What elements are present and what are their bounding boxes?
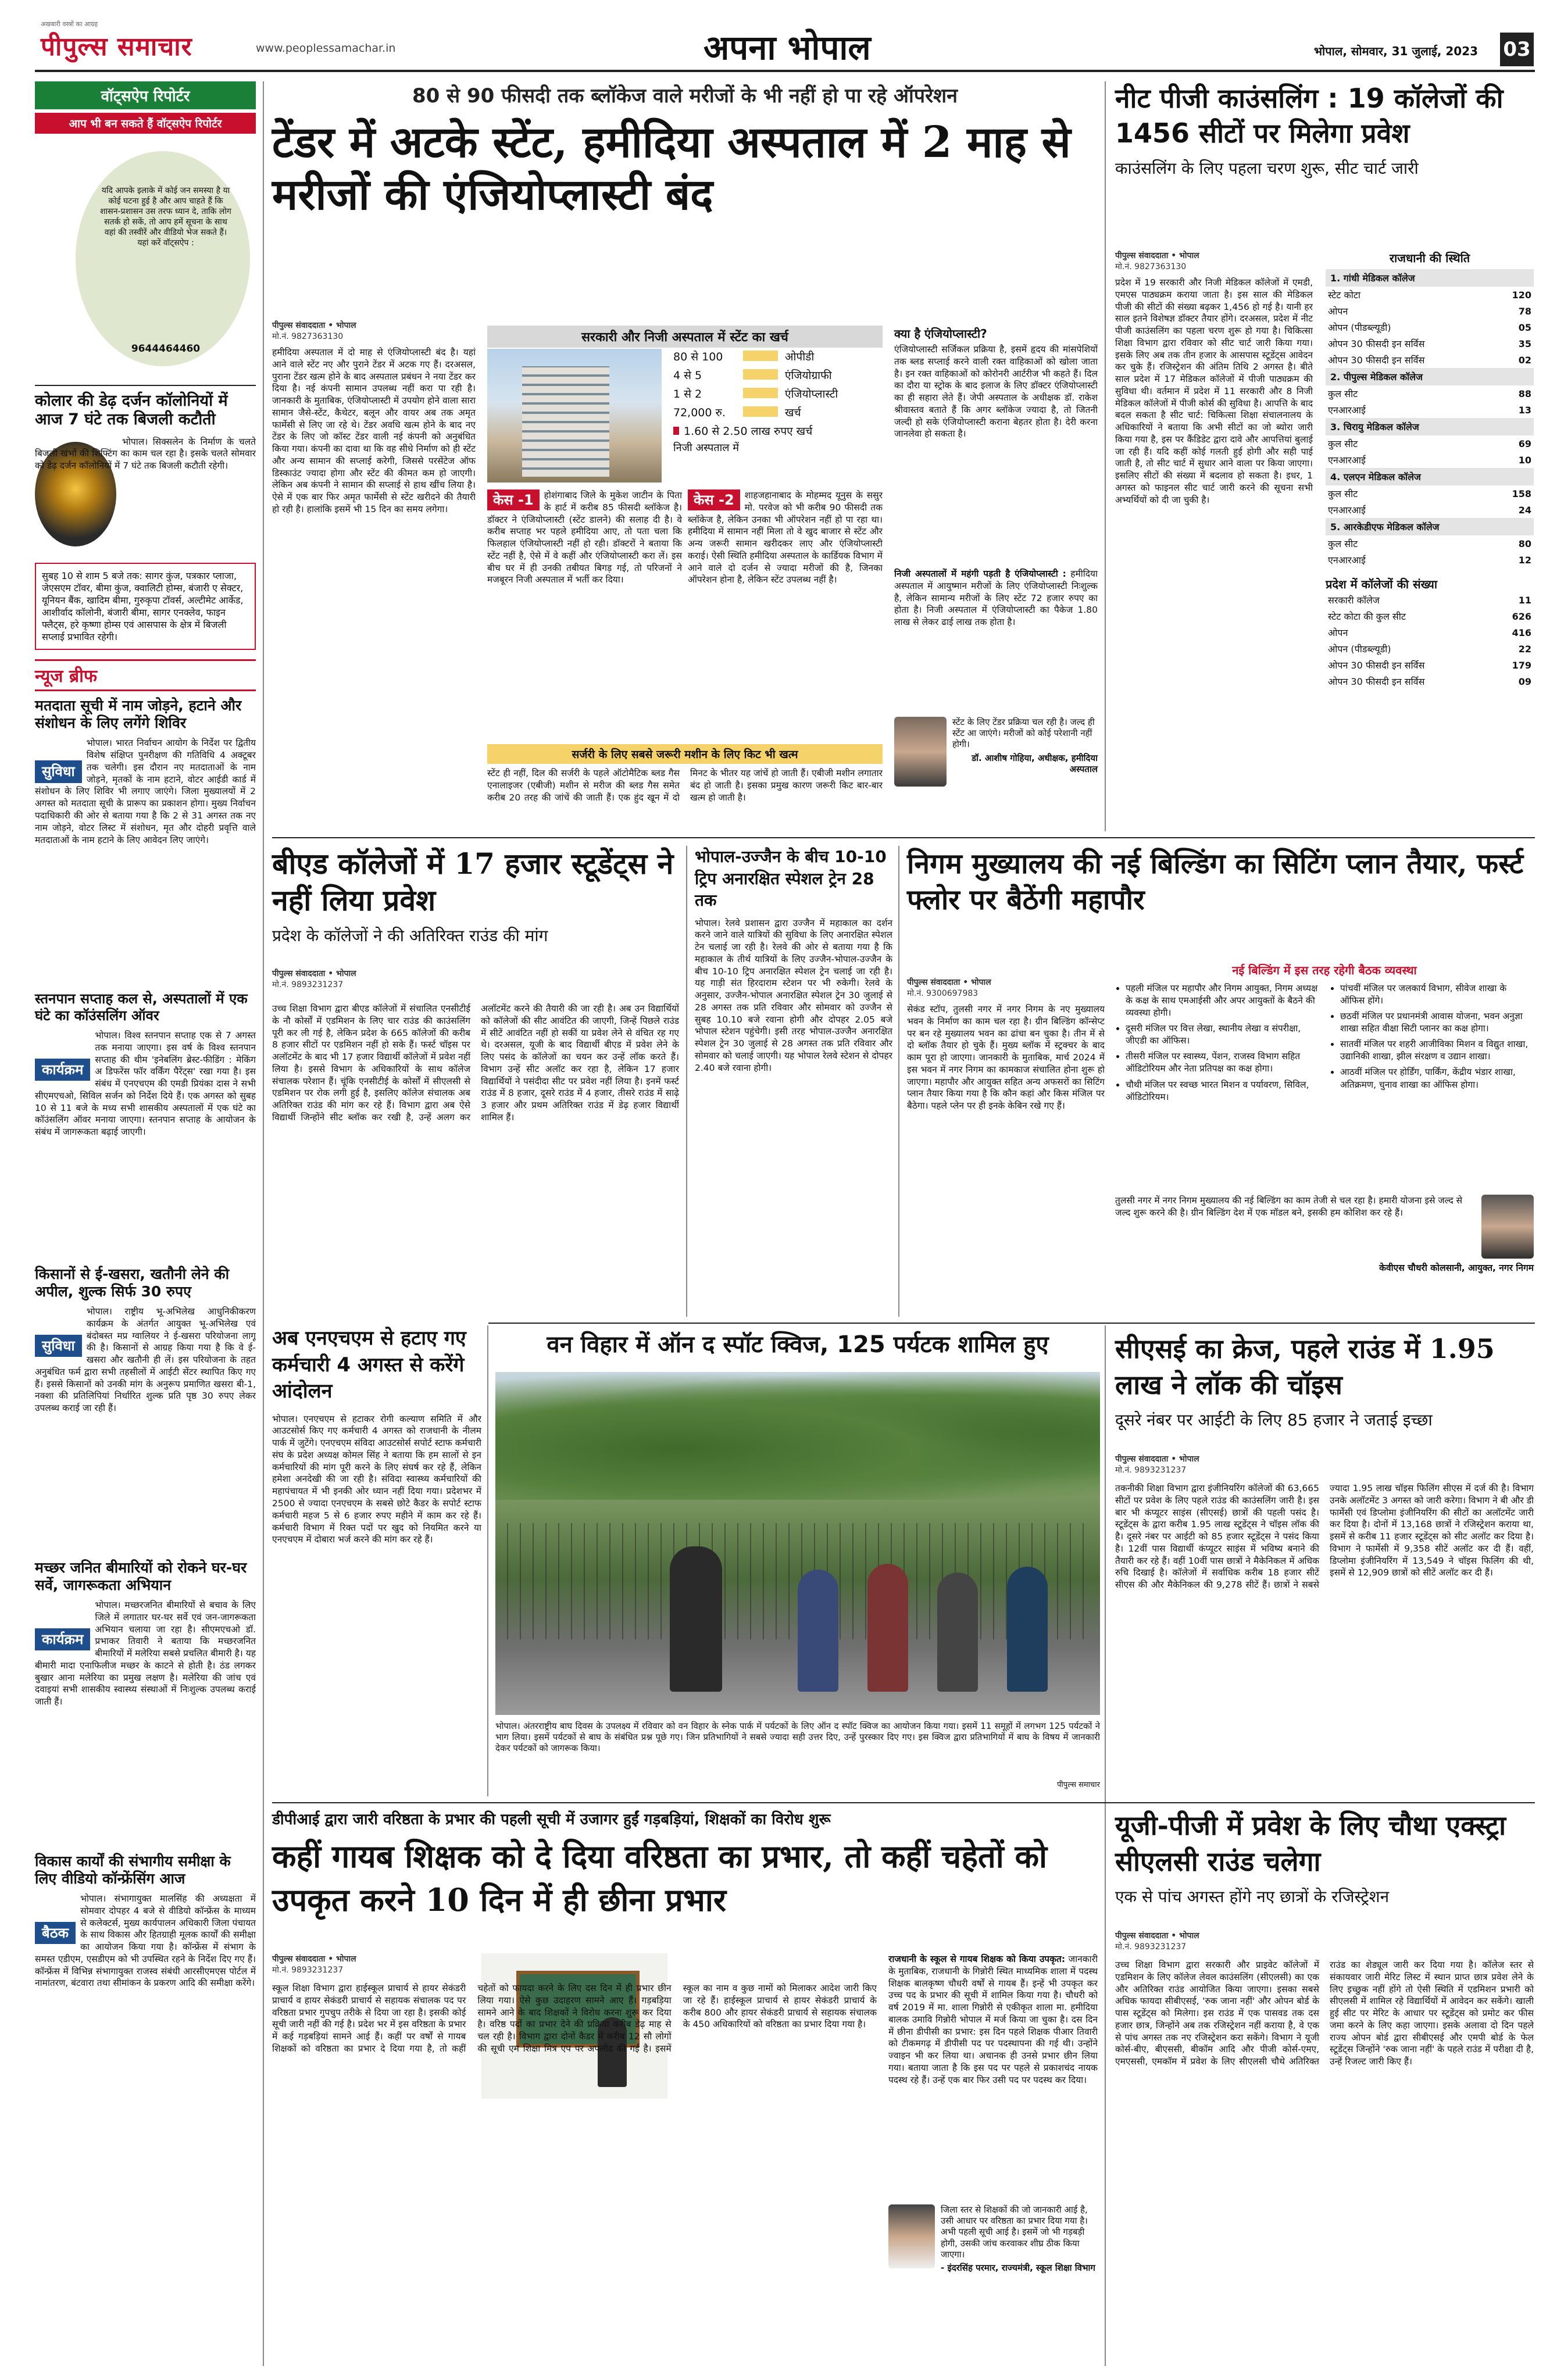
floor-item: • चौथी मंजिल पर स्वच्छ भारत मिशन व पर्यावरण, सिविल, ऑडिटोरियम। <box>1126 1079 1319 1103</box>
floor-item: • छठवीं मंजिल पर प्रधानमंत्री आवास योजना, भवन अनुज्ञा शाखा सहित वीक्षा सिटी प्लानर का कक्ष होगा। <box>1340 1010 1534 1035</box>
stent-graphic <box>487 326 883 585</box>
shikshak-kicker: डीपीआई द्वारा जारी वरिष्ठता के प्रभार की पहली सूची में उजागर हुईं गड़बड़ियां, शिक्षकों का विरोध शुरू <box>272 1811 831 1828</box>
nigam-byline: पीपुल्स संवाददाता • भोपाल <box>907 978 991 987</box>
shikshak-byline-wrap <box>272 1953 470 1975</box>
row-label: ओपन 30 फीसदी इन सर्विस <box>1328 338 1425 349</box>
column-rule <box>1105 81 1106 831</box>
brief-item <box>35 697 256 981</box>
nigam-story <box>907 846 1534 1317</box>
visitor-figure <box>867 1564 908 1692</box>
row-label: ओपन 30 फीसदी इन सर्विस <box>1328 660 1425 671</box>
stat-row <box>673 386 883 401</box>
stat-value: 72,000 रु. <box>673 406 726 419</box>
floor-item: • पांचवीं मंजिल पर जलकार्य विभाग, सीवेज शाखा के ऑफिस होंगे। <box>1340 982 1534 1007</box>
nigam-box <box>1115 962 1534 1107</box>
cse-headline: सीएसई का क्रेज, पहले राउंड में 1.95 लाख ने लॉक की चॉइस <box>1115 1333 1495 1400</box>
stat-value: 1 से 2 <box>673 388 702 401</box>
nigam-quote-text: तुलसी नगर में नगर निगम मुख्यालय की नई बिल्डिंग का काम तेजी से चल रहा है। हमारी योजना इसे जल्द से जल्द शुरू करने की है। ग्रीन बिल्डिंग देश में एक मॉडल बने, इसकी हम कोशिश कर रहे हैं। <box>1115 1195 1463 1218</box>
stat-bar <box>743 388 778 398</box>
state-table <box>1326 592 1534 689</box>
train-body: भोपाल। रेलवे प्रशासन द्वारा उज्जैन में महाकाल का दर्शन करने जाने वाले यात्रियों की सुविधा के लिए अनारक्षित स्पेशल टेन चलाई जा रही है। रेलवे की ओर से बताया गया है कि महाकाल के तीर्थ यात्रियों के लिए उज्जैन-भोपाल-उज्जैन के बीच 10-10 ट्रिप अनारक्षित स्पेशल ट्रेन चलाई जा रही है। यह गाड़ी संत हिरदाराम स्टेशन पर भी रुकेगी। रेलवे के अनुसार, उज्जैन-भोपाल अनारक्षित स्पेशल ट्रेन 30 जुलाई से 28 अगस्त तक प्रति रविवार और सोमवार को उज्जैन से सुबह 10.10 बजे रवाना होगी और दोपहर 2.05 बजे भोपाल स्टेशन पहुंचेगी। इसी तरह भोपाल-उज्जैन अनारक्षित स्पेशल ट्रेन 30 जुलाई से 28 अगस्त तक प्रति रविवार और सोमवार को चलाई जाएगी। यह भोपाल रेलवे स्टेशन से दोपहर 2.40 बजे रवाना होगी। <box>695 917 892 1073</box>
ugpg-body: उच्च शिक्षा विभाग द्वारा सरकारी और प्राइवेट कॉलेजों में एडमिशन के लिए कॉलेज लेवल काउंसलिंग (सीएलसी) का एक और अतिरिक्त राउंड आयोजित किया जाएगा। इसका सबसे अधिक फायदा सीबीएसई, 'रुक जाना नहीं' और ओपन बोर्ड के पास स्टूडेंट्स को मिलेगा। इस राउंड में एक पासवड तक दस हजार छात्र, जिन्होंने अब तक रजिस्ट्रेशन नहीं कराया है, वे एक से पांच अगस्त तक नए रजिस्ट्रेशन करा सकेंगे। विभाग ने यूजी कोर्स-बीए, बीएससी, बीकॉम आदि और पीजी कोर्स-एमए, एमएससी, एमकॉम में प्रवेश के लिए सीएलसी चौथे अतिरिक्त राउंड का शेड्यूल जारी कर दिया गया है। कॉलेज स्तर से संकायवार जारी मेरिट लिस्ट में स्थान प्राप्त छात्र प्रवेश लेने के लिए इच्छुक नहीं होंगे तो ऐसी स्थिति में एडमिशन प्रभारी को सीएलसी में शामिल रहे विद्यार्थियों में आवेदन कर सकेंगे। खाली हुई सीट पर मेरिट के आधार पर स्टूडेंट्स को प्रमोट कर फीस जमा करने के लिए कहा जाएगा। इसके अलावा दो दिन पहले राज्य ओपन बोर्ड द्वारा सीबीएसई और एमपी बोर्ड के फेल स्टूडेंट्स जिन्होंने 'रुक जाना नहीं' के पहले राउंड में परीक्षा दी है, उन्हें रिजल्ट जारी किए हैं। <box>1115 1960 1534 2067</box>
commissioner-photo <box>1481 1195 1534 1259</box>
college-row <box>1326 552 1534 568</box>
stat-bar <box>743 406 778 417</box>
row-value: 13 <box>1518 404 1531 416</box>
lead-kicker: 80 से 90 फीसदी तक ब्लॉकेज वाले मरीजों के भी नहीं हो पा रहे ऑपरेशन <box>412 84 958 108</box>
column-rule <box>686 846 687 1317</box>
quote-text: स्टेंट के लिए टेंडर प्रक्रिया चल रही है। जल्द ही स्टेंट आ जाएंगे। मरीजों को कोई परेशानी नहीं होगी। <box>952 717 1095 750</box>
stat-label: ओपीडी <box>785 351 815 363</box>
college-name: 2. पीपुल्स मेडिकल कॉलेज <box>1326 368 1534 385</box>
brief-tag: सुविधा <box>35 1335 82 1357</box>
brief-tag: कार्यक्रम <box>35 1059 90 1081</box>
machine-body: स्टेंट ही नहीं, दिल की सर्जरी के पहले ऑटोमैटिक ब्लड गैस एनालाइजर (एबीजी) मशीन से मरीज की ब्लड गैस समेत करीब 20 तरह की जांचें की जाती हैं। एक हुंद खून में दो मिनट के भीतर यह जांचें हो जाती हैं। एबीजी मशीन लगातार बंद हो जाती है। इसका प्रमुख कारण जरूरी किट बार-बार खत्म हो जाती है। <box>487 768 883 803</box>
divider <box>35 385 256 386</box>
college-row <box>1326 485 1534 502</box>
minister-photo <box>888 2204 935 2268</box>
lead-byline: पीपुल्स संवाददाता • भोपाल <box>272 321 356 330</box>
row-value: 88 <box>1518 388 1531 399</box>
section-rule <box>488 1323 1535 1324</box>
capital-table <box>1326 250 1534 689</box>
ugpg-sub: एक से पांच अगस्त होंगे नए छात्रों के रजिस्ट्रेशन <box>1115 1887 1390 1907</box>
nigam-quote-by: केवीएस चौधरी कोलसानी, आयुक्त, नगर निगम <box>1379 1263 1534 1273</box>
row-value: 416 <box>1512 627 1531 638</box>
college-table <box>1326 287 1534 368</box>
shikshak-byline: पीपुल्स संवाददाता • भोपाल <box>272 1954 356 1964</box>
nigam-quote-row <box>1115 1195 1534 1259</box>
college-table <box>1326 435 1534 468</box>
capital-title: राजधानी की स्थिति <box>1389 251 1470 265</box>
bed-sub: प्रदेश के कॉलेजों ने की अतिरिक्त राउंड की मांग <box>272 926 548 945</box>
college-table <box>1326 485 1534 518</box>
lead-col4 <box>894 326 1098 787</box>
case-2-body <box>688 489 883 632</box>
train-headline: भोपाल-उज्जैन के बीच 10-10 ट्रिप अनारक्षित स्पेशल ट्रेन 28 तक <box>695 847 887 910</box>
college-name: 5. आरकेडीएफ मेडिकल कॉलेज <box>1326 518 1534 535</box>
brief-headline: मच्छर जनित बीमारियों को रोकने घर-घर सर्वे, जागरूकता अभियान <box>35 1559 247 1593</box>
colonies-body: भोपाल। सिक्सलेन के निर्माण के चलते बिजली खंभों की शिफ्टिंग का काम चल रहा है। इसके चलते सोमवार को डेढ़ दर्जन कॉलोनियों में 7 घंटे तक बिजली कटौती रहेगी। <box>35 436 256 471</box>
case-1 <box>487 489 682 632</box>
lead-headline: टेंडर में अटके स्टेंट, हमीदिया अस्पताल में 2 माह से मरीजों की एंजियोप्लास्टी बंद <box>272 117 1071 220</box>
nigam-lists <box>1115 982 1534 1107</box>
row-label: कुल सीट <box>1328 438 1358 449</box>
row-value: 02 <box>1518 354 1531 366</box>
row-label: कुल सीट <box>1328 488 1358 499</box>
row-label: ओपन <box>1328 306 1348 317</box>
shikshak-sub-body: जानकारी के मुताबिक, राजधानी के गिन्नोरी स्थित माध्यमिक शाला में पदस्थ शिक्षक बालकृष्ण चौधरी वर्षों से गायब हैं। इन्हें भी उपकृत कर उच्च पद के प्रभार की सूची में शामिल किया गया है। चौधरी को वर्ष 2019 में मा. शाला गिन्नोरी से एकीकृत शाला मा. हमीदिया बालक उमावि गिन्नोरी भोपाल में मर्ज किया जा चुका है। दस दिन में छीना डीपीसी का प्रभार: इस दिन पहले शिक्षक पीआर तिवारी को टीकमगढ़ में डीपीसी पद पर पदस्थापना की गई थी। उन्होंने ज्वाइन भी कर लिया था। अचानक ही उनसे प्रभार छीन लिया गया। बताया जाता है कि इस पद पर पहले से प्रकाशचंद नायक पदस्थ रहे हैं। उन्हें एक बार फिर उसी पद पर पदस्थ कर दिया। <box>888 1954 1098 2085</box>
guide-figure <box>670 1546 722 1692</box>
section-title <box>703 23 871 69</box>
brief-tag: सुविधा <box>35 760 82 782</box>
hospital-photo <box>487 349 662 483</box>
neet-sub: काउंसलिंग के लिए पहला चरण शुरू, सीट चार्ट जारी <box>1115 158 1419 178</box>
private-label: निजी अस्पताल में <box>673 442 739 454</box>
stat-bar <box>743 351 778 361</box>
row-label: एनआरआई <box>1328 505 1366 516</box>
nigam-quote <box>1115 1195 1534 1274</box>
state-title: प्रदेश में कॉलेजों की संख्या <box>1326 577 1438 591</box>
college-row <box>1326 319 1534 335</box>
ugpg-story <box>1115 1808 1534 2366</box>
stat-value: 4 से 5 <box>673 369 702 382</box>
case-2-tag: केस -2 <box>688 489 740 510</box>
state-row <box>1326 608 1534 624</box>
stat-label: खर्च <box>785 406 801 419</box>
row-label: स्टेट कोटा की कुल सीट <box>1328 611 1406 622</box>
row-label: ओपन <box>1328 627 1348 638</box>
quote-by: डॉ. आशीष गोहिया, अधीक्षक, हमीदिया अस्पताल <box>972 752 1098 774</box>
lead-body: हमीदिया अस्पताल में दो माह से एंजियोप्लास्टी बंद है। यहां आने वाले स्टेंट नए और पुराने टेंडर में अटक गए हैं। दरअसल, पुराना टेंडर खत्म होने के बाद अस्पताल प्रबंधन ने नया टेंडर कर दिया है। नई कंपनी सामान उपलब्ध नहीं करा पा रही है। जानकारी के मुताबिक, एंजियोप्लास्टी में उपयोग होने वाला सारा सामान जैसे-स्टेंट, कैथेटर, बलून और वायर अब तक अमृत फार्मेसी से लिए जा रहे थे। टेंडर अवधि खत्म होने के बाद नए टेंडर के लिए जो कॉस्ट टेंडर वाली नई कंपनी को अनुबंधित किया गया। कंपनी का दावा था कि वह सीधे निर्माण को ही स्टेंट और अन्य सामान की सप्लाई करेगी, जिससे परसेंटेज ऑफ डिस्काउंट ज्यादा होगा और स्टेंट की कीमत कम हो जाएगी। लेकिन अब कंपनी ने सामान की सप्लाई से हाथ खींच लिया है। ऐसे में एक बार फिर अमृत फार्मेसी से स्टेंट खरीदने की तैयारी हो रही है। हालांकि इसमें भी 15 दिन का समय लगेगा। <box>272 347 476 514</box>
nigam-list-left <box>1115 982 1319 1107</box>
lead-story <box>272 81 1098 831</box>
shikshak-quote <box>888 2204 1098 2274</box>
brief-text: भोपाल। भारत निर्वाचन आयोग के निर्देश पर द्वितीय विशेष संक्षिप्त पुनरीक्षण की गतिविधि 4 अक्टूबर तक चलेगी। इस दौरान नए मतदाताओं के नाम जोड़ने, मृतकों के नाम हटाने, वोटर आईडी कार्ड में संशोधन के लिए शिविर भी लगाए जाएंगे। जिला मुख्यालयों में 2 अगस्त को मतदाता सूची के प्रारूप का प्रकाशन होगा। मुख्य निर्वाचन पदाधिकारी की ओर से बताया गया है कि 2 से 31 अगस्त तक नए नाम जोड़ने, वोटर लिस्ट में संशोधन, मृत और दोहरी प्रवृत्ति वाले मतदाताओं के नाम हटाने के लिए आवेदन लिए जाएंगे। <box>35 738 256 845</box>
visitor-figure <box>937 1573 978 1692</box>
column-rule <box>898 846 899 1317</box>
row-label: एनआरआई <box>1328 405 1366 416</box>
college-row <box>1326 502 1534 518</box>
row-label: सरकारी कॉलेज <box>1328 595 1380 606</box>
brief-headline: विकास कार्यों की संभागीय समीक्षा के लिए वीडियो कॉन्फ्रेंसिंग आज <box>35 1853 231 1887</box>
quiz-photo <box>495 1372 1100 1715</box>
what-title: क्या है एंजियोप्लास्टी? <box>894 327 987 341</box>
row-label: ओपन 30 फीसदी इन सर्विस <box>1328 355 1425 366</box>
visitor-figure <box>798 1570 838 1692</box>
cse-body: तकनीकी शिक्षा विभाग द्वारा इंजीनियरिंग कॉलेजों की 63,665 सीटों पर प्रवेश के लिए पहले राउंड की काउंसलिंग जारी है। इस बार भी कंप्यूटर साइंस (सीएसई) छात्रों की पहली पसंद है। स्टूडेंट्स के द्वारा करीब 1.95 लाख स्टूडेंट्स ने चॉइस लॉक की है। दूसरे नंबर पर आईटी को 85 हजार स्टूडेंट्स ने पसंद किया है। 12वीं पास विद्यार्थी कंप्यूटर साइंस में भविष्य बनाने की तैयारी कर रहे हैं। वहीं 10वीं पास छात्रों ने मैकेनिकल में अधिक रुचि दिखाई है। कॉलेजों में सर्वाधिक करीब 18 हजार सीटें सीएस की और मैकेनिकल की 9,278 सीटें हैं। छात्रों ने सबसे ज्यादा 1.95 लाख चॉइस फिलिंग सीएस में दर्ज की है। विभाग उनके अलॉटमेंट 3 अगस्त को जारी करेगा। विभाग ने बी और डी फार्मेसी एवं डिप्लोमा इंजीनियरिंग की सीटों का अलॉटमेंट जारी कर दिया है। दोनों में 13,168 छात्रों ने रजिस्ट्रेशन कराया था, इसमें से करीब 11 हजार स्टूडेंट्स को सीट अलॉट कर दिया है। विभाग ने फार्मेसी में 9,358 सीटें अलॉट कर दी हैं। वहीं, डिप्लोमा इंजीनियरिंग में 13,549 ने चॉइस फिलिंग की थी, इसमें से 12,909 छात्रों को सीटें अलॉट कर दी हैं। <box>1115 1483 1534 1591</box>
shikshak-sub-title: राजधानी के स्कूल से गायब शिक्षक को किया उपकृत: <box>888 1954 1066 1964</box>
floor-item: • पहली मंजिल पर महापौर और निगम आयुक्त, निगम अध्यक्ष के कक्ष के साथ एमआईसी और अपर आयुक्तों के बैठने की व्यवस्था होगी। <box>1126 982 1319 1019</box>
stat-row <box>673 367 883 383</box>
college-row <box>1326 452 1534 468</box>
row-value: 12 <box>1518 554 1531 566</box>
row-value: 120 <box>1512 289 1531 301</box>
pvt-body <box>894 568 1098 707</box>
nigam-mobile: मो.नं. 9300697983 <box>907 989 979 998</box>
colonies-story <box>35 392 256 650</box>
college-row <box>1326 352 1534 368</box>
machine-bar: सर्जरी के लिए सबसे जरूरी मशीन के लिए किट भी खत्म <box>487 744 883 764</box>
row-value: 179 <box>1512 659 1531 671</box>
college-row <box>1326 335 1534 352</box>
college-row <box>1326 435 1534 452</box>
cse-sub: दूसरे नंबर पर आईटी के लिए 85 हजार ने जताई इच्छा <box>1115 1410 1433 1430</box>
brief-text: भोपाल। मच्छरजनित बीमारियों से बचाव के लिए जिले में लगातार घर-घर सर्वे एवं जन-जागरूकता अभियान चलाया जा रहा है। सीएमएचओ डॉ. प्रभाकर तिवारी ने बताया कि मच्छरजनित बीमारियों में मलेरिया सबसे प्रचलित बीमारी है। यह बीमारी मादा एनाफिलीज मच्छर के काटने से होती है। ठंड लगकर बुखार आना मलेरिया का प्रमुख लक्षण है। मलेरिया की जांच एवं दवाइयां सभी शासकीय स्वास्थ्य संस्थाओं में निःशुल्क उपलब्ध कराई जाती हैं। <box>35 1600 256 1707</box>
van-story <box>495 1331 1100 1796</box>
state-row <box>1326 641 1534 657</box>
row-value: 626 <box>1512 610 1531 622</box>
bed-story <box>272 846 679 1317</box>
brief-text: भोपाल। संभागायुक्त मालसिंह की अध्यक्षता में सोमवार दोपहर 4 बजे से वीडियो कॉन्फ्रेंस के माध्यम से कलेक्टर्स, मुख्य कार्यपालन अधिकारी जिला पंचायत के साथ विकास और हितग्राही मूलक कार्यों की समीक्षा का आयोजन किया गया है। कॉन्फ्रेंस में संभाग के समस्त एडीएम, एसडीएम को भी उपस्थित रहने के निर्देश दिए गए हैं। कॉन्फ्रेंस में विभिन्न संभागायुक्त राजस्व संबंधी आरसीएमएस पोर्टल में नामांतरण, बंटवारा तथा सीमांकन के प्रकरण आदि की समीक्षा करेंगे। <box>35 1893 256 1989</box>
shikshak-quote-by: - इंदरसिंह परमार, राज्यमंत्री, स्कूल शिक्षा विभाग <box>941 2262 1095 2273</box>
lead-mobile: मो.नं. 9827363130 <box>272 332 344 341</box>
stat-row <box>673 405 883 420</box>
state-row <box>1326 657 1534 673</box>
masthead-rule <box>35 70 1535 72</box>
college-name: 4. एलएन मेडिकल कॉलेज <box>1326 468 1534 485</box>
row-label: कुल सीट <box>1328 388 1358 399</box>
machine-box <box>487 744 883 831</box>
private-cost <box>673 423 883 438</box>
bed-body: उच्च शिक्षा विभाग द्वारा बीएड कॉलेजों में संचालित एनसीटीई के नौ कोर्सों में एडमिशन के लिए चार राउंड की काउंसलिंग पूरी कर ली गई है, लेकिन प्रदेश के 665 कॉलेजों की करीब 8 हजार सीटों पर एडमिशन नहीं हो सके हैं। फर्स्ट चॉइस पर अलॉटमेंट के बाद भी 17 हजार विद्यार्थी कॉलेजों में प्रवेश नहीं लिया है। इससे विभाग के अधिकारियों के साथ कॉलेज संचालक परेशान हैं। चूंकि एनसीटीई के कोर्सों में सीएलसी से एडमिशन पर रोक लगी हुई है, इसलिए कॉलेज संचालक अब अतिरिक्त राउंड की मांग कर रहे हैं। विभाग द्वारा अब ऐसे विद्यार्थी जिन्होंने सीट ब्लॉक कर रखी है, उन्हें अलग कर अलॉटमेंट करने की तैयारी की जा रही है। अब उन विद्यार्थियों को कॉलेजों की सीट आवंटित की जाएगी, जिन्हें पिछले राउंड में सीटें आवंटित नहीं हो सकीं या प्रवेश लेने से वंचित रह गए थे। दरअसल, यूजी के बाद विद्यार्थी बीएड में प्रवेश लेने के लिए पसंद के कॉलेजों का चयन कर उन्हें लॉक करते हैं। विभाग उन्हें सीट अलॉट कर रहा है, लेकिन 17 हजार विद्यार्थियों ने पसंदीदा सीट पर प्रवेश नहीं लिया है। इनमें फर्स्ट राउंड में 8 हजार, दूसरे राउंड में 4 हजार, तीसरे राउंड में साढ़े 3 हजार और प्रथम अतिरिक्त राउंड में डेढ़ हजार विद्यार्थी शामिल हैं। <box>272 1003 679 1123</box>
photo-credit: पीपुल्स समाचार <box>1057 1781 1100 1789</box>
brief-tag: बैठक <box>35 1922 76 1944</box>
bed-byline: पीपुल्स संवाददाता • भोपाल <box>272 969 356 978</box>
brief-body <box>35 737 256 981</box>
brief-text: भोपाल। राष्ट्रीय भू-अभिलेख आधुनिकीकरण कार्यक्रम के अंतर्गत आयुक्त भू-अभिलेख एवं बंदोबस्त मप्र ग्वालियर ने ई-खसरा परियोजना लागू की है। किसानों से आग्रह किया गया है कि वे ई-खसरा और खतौनी ही लें। इस परियोजना के तहत अनुबंधित फर्म द्वारा सभी तहसीलों में आईटी सेंटर स्थापित किए गए हैं। इससे किसानों को उनकी मांग के अनुरूप प्रमाणित खसरा बी-1, नक्शा की प्रतिलिपियां निर्धारित शुल्क प्रति पृष्ठ 30 रुपए लेकर उपलब्ध कराई जा रही हैं। <box>35 1306 256 1414</box>
neet-headline: नीट पीजी काउंसलिंग : 19 कॉलेजों की 1456 सीटों पर मिलेगा प्रवेश <box>1115 83 1504 149</box>
shikshak-right <box>888 1953 1098 2274</box>
shikshak-quote-text: जिला स्तर से शिक्षकों की जो जानकारी आई है, उसी आधार पर वरिष्ठता का प्रभार दिया गया है। अभी पहली सूची आई है। इसमें जो भी गड़बड़ी होगी, उसकी जांच करवाकर शीघ्र ठीक किया जाएगा। <box>941 2204 1088 2260</box>
van-headline: वन विहार में ऑन द स्पॉट क्विज, 125 पर्यटक शामिल हुए <box>547 1331 1049 1358</box>
case-2 <box>688 489 883 632</box>
brief-item <box>35 1559 256 1843</box>
building-shape <box>522 366 609 477</box>
whatsapp-text: यदि आपके इलाके में कोई जन समस्या है या कोई घटना हुई है और आप चाहते हैं कि शासन-प्रशासन उस तरफ ध्यान दे, ताकि लोग सतर्क हो सकें, तो आप हमें सूचना के साथ वहां की तस्वीरें और वीडियो भेज सकते हैं। यहां करें वॉट्सऐप : <box>100 186 231 248</box>
cse-byline-wrap <box>1115 1453 1313 1475</box>
nhm-body: भोपाल। एनएचएम से हटाकर रोगी कल्याण समिति में और आउटसोर्स किए गए कर्मचारी 4 अगस्त को राजधानी के नीलम पार्क में जुटेंगे। एनएचएम संविदा आउटसोर्स सपोर्ट स्टाफ कर्मचारी संघ के प्रदेश अध्यक्ष कोमल सिंह ने बताया कि हम सालों से इन कर्मचारियों की मांग पूरी करने के लिए संघर्ष कर रहे हैं, लेकिन हमेशा अनदेखी की जा रही है। संविदा स्वास्थ्य कर्मचारियों की महापंचायत में भी इनकी ओर ध्यान नहीं दिया गया। प्रदेशभर में 2500 से ज्यादा एनएचएम के सबसे छोटे कैडर के सपोर्ट स्टाफ कर्मचारी महज 5 से 6 हजार रुपए महीने में काम कर रहे हैं। कर्मचारी विभाग में रिक्त पदों पर खुद को नियमित करने या एनएचएम में दोबारा भर्ज करने की मांग कर रहे हैं। <box>272 1413 481 1545</box>
row-label: एनआरआई <box>1328 455 1366 466</box>
college-list <box>1326 269 1534 568</box>
floor-item: • सातवीं मंजिल पर शहरी आजीविका मिशन व विद्युत शाखा, उद्यानिकी शाखा, झील संरक्षण व उद्यान शाखा। <box>1340 1038 1534 1063</box>
shikshak-body: स्कूल शिक्षा विभाग द्वारा हाईस्कूल प्राचार्य से हायर सेकंडरी प्राचार्य व हायर सेकंडरी प्राचार्य से सहायक संचालक पद पर वरिष्ठता प्रभार गुपचुप तरीके से दिया जा रहा है। इसकी कोई सूची जारी नहीं की गई है। प्रदेश भर में इस वरिष्ठता के प्रभार में कई गड़बड़ियां सामने आई हैं। कहीं पर वर्षों से गायब शिक्षकों को वरिष्ठता का प्रभार दे दिया गया है, तो कहीं चहेतों को फायदा करने के लिए दस दिन में ही प्रभार छीन लिया गया। ऐसे कुछ उदाहरण सामने आए हैं। गड़बड़िया सामने आने के बाद शिक्षकों ने विरोध करना शुरू कर दिया है। वरिष्ठ पदों का प्रभार देने की प्रक्रिया करीब डेढ़ माह से चल रही है। विभाग द्वारा दोनों कैडर में करीब 12 सौ लोगों की सूची एम शिक्षा मित्र एप पर अपलोड की गई है। इसमें स्कूल का नाम व कुछ नामों को मिलाकर आदेश जारी किए जा रहे हैं। हाईस्कूल प्राचार्य से हायर सेकंडरी प्राचार्य के करीब 800 और हायर सेकंडरी प्राचार्य से सहायक संचालक के 450 अधिकारियों को वरिष्ठता का प्रभार दिया गया है। <box>272 1983 877 2054</box>
stat-label: एंजियोग्राफी <box>785 369 832 382</box>
left-column <box>35 81 256 2149</box>
state-row <box>1326 673 1534 689</box>
whatsapp-title: वॉट्सऐप रिपोर्टर <box>35 81 256 109</box>
bed-byline-wrap <box>272 968 470 990</box>
cse-byline: पीपुल्स संवाददाता • भोपाल <box>1115 1455 1199 1464</box>
private-cost-text: 1.60 से 2.50 लाख रुपए खर्च <box>684 425 813 438</box>
lead-quote <box>894 717 1098 787</box>
neet-story <box>1115 81 1534 831</box>
lead-col1 <box>272 320 476 812</box>
neet-body-col <box>1115 250 1313 812</box>
college-name: 3. चिरायु मेडिकल कॉलेज <box>1326 418 1534 435</box>
column-rule <box>1105 1325 1106 2366</box>
news-brief <box>35 659 256 2149</box>
brief-tag: कार्यक्रम <box>35 1628 90 1650</box>
state-row <box>1326 592 1534 608</box>
column-rule <box>263 81 264 2366</box>
row-label: स्टेट कोटा <box>1328 290 1361 301</box>
brief-body <box>35 1030 256 1256</box>
trees <box>495 1372 1100 1500</box>
stat-label: एंजियोप्लास्टी <box>785 388 838 401</box>
brief-headline: किसानों से ई-खसरा, खतौनी लेने की अपील, शुल्क सिर्फ 30 रुपए <box>35 1266 230 1300</box>
page-number: 03 <box>1500 33 1534 66</box>
case-1-text: होशंगाबाद जिले के मुकेश जाटीन के पिता के हार्ट में करीब 85 फीसदी ब्लॉकेज है। डॉक्टर ने एंजियोप्लास्टी (स्टेंट डालने) की सलाह दी है। वे करीब सप्ताह भर पहले हमीदिया आए, तो पता चला कि फिलहाल एंजियोप्लास्टी नहीं हो रही। डॉक्टरों ने बताया कि स्टेंट नहीं है, ऐसे में वे कहीं और एंजियोप्लास्टी करा लें। इस बीच घर में ही उनकी तबीयत बिगड़ गई, तो परिजनों ने मजबूरन निजी अस्पताल में भर्ती कर दिया। <box>487 490 682 585</box>
shikshak-story <box>272 1808 1098 2366</box>
college-row <box>1326 303 1534 319</box>
row-value: 35 <box>1518 338 1531 349</box>
brief-body <box>35 1599 256 1843</box>
stat-row <box>673 349 883 364</box>
stat-bar <box>743 369 778 380</box>
van-caption: भोपाल। अंतरराष्ट्रीय बाघ दिवस के उपलक्ष्य में रविवार को वन विहार के स्नेक पार्क में पर्यटकों के लिए ऑन द स्पॉट क्विज का आयोजन किया गया। इसमें 11 समूहों में लगभग 125 पर्यटकों ने भाग लिया। इसमें पर्यटकों से बाघ के संबंधित प्रश्न पूछे गए। जिन प्रतिभागियों ने सबसे ज्यादा सही उत्तर दिए, उन्हें पुरस्कार दिए गए। इस क्विज द्वारा प्रतिभागियों में बाघ के विषय में जानकारी देकर पर्यटकों को जागरूक किया। <box>495 1721 1100 1754</box>
row-value: 158 <box>1512 488 1531 499</box>
college-table <box>1326 385 1534 418</box>
row-value: 05 <box>1518 321 1531 333</box>
row-value: 80 <box>1518 538 1531 549</box>
row-label: ओपन 30 फीसदी इन सर्विस <box>1328 676 1425 687</box>
cse-mobile: मो.नं. 9893231237 <box>1115 1466 1187 1475</box>
neet-mobile: मो.नं. 9827363130 <box>1115 262 1187 271</box>
ugpg-mobile: मो.नं. 9893231237 <box>1115 1942 1187 1952</box>
nhm-headline: अब एनएचएम से हटाए गए कर्मचारी 4 अगस्त से करेंगे आंदोलन <box>272 1327 466 1403</box>
doctor-photo <box>894 717 947 787</box>
masthead <box>41 20 1532 65</box>
row-value: 10 <box>1518 454 1531 466</box>
whatsapp-box <box>35 81 256 384</box>
bed-headline: बीएड कॉलेजों में 17 हजार स्टूडेंट्स ने नहीं लिया प्रवेश <box>272 846 674 917</box>
section-rule <box>272 1802 1535 1803</box>
college-row <box>1326 385 1534 402</box>
masthead-website[interactable]: www.peoplessamachar.in <box>256 42 396 55</box>
dateline: भोपाल, सोमवार, 31 जुलाई, 2023 <box>1314 44 1479 58</box>
nigam-body: सेकंड स्टॉप, तुलसी नगर में नगर निगम के नए मुख्यालय भवन के निर्माण का काम चल रहा है। ग्रीन बिल्डिंग कॉन्सेप्ट पर बन रहे मुख्यालय भवन का ढांचा बन चुका है। तीन में से दो ब्लॉक तैयार हो चुके हैं। मुख्य ब्लॉक में स्ट्रक्चर के बाद काम पूरा हो जाएगा। जानकारी के मुताबिक, मार्च 2024 में इस भवन में नगर निगम का कामकाज संचालित होना शुरू हो जाएगा। महापौर और आयुक्त सहित अन्य अफसरों का सिटिंग प्लान तैयार किया गया है कि कौन कहां और किस मंजिल पर बैठेगा। पहले प्लेन पर ही इनके केबिन रखे गए हैं। <box>907 1004 1105 1112</box>
brief-text: भोपाल। विश्व स्तनपान सप्ताह एक से 7 अगस्त तक मनाया जाएगा। इस वर्ष के विश्व स्तनपान सप्ताह की थीम 'इनेबलिंग ब्रेस्ट-फीडिंग : मेकिंग अ डिफरेंस फॉर वर्किंग पैरेंट्स' रखा गया है। इस संबंध में एनएचएम की एमडी प्रियंका दास ने सभी सीएमएचओ, सिविल सर्जन को निर्देश दिये हैं। एक अगस्त को सुबह 10 से 11 बजे के मध्य सभी शासकीय अस्पतालों में एक घंटे का कॉउंसलिंग ऑवर मनाया जाएगा। स्तनपान सप्ताह के आयोजन के संबंध में जागरूकता बढ़ाई जाएगी। <box>35 1030 256 1138</box>
nigam-left <box>907 977 1105 1253</box>
train-story <box>695 846 892 1317</box>
shikshak-quote-wrap <box>941 2204 1098 2274</box>
college-row <box>1326 402 1534 418</box>
ugpg-byline: पीपुल्स संवाददाता • भोपाल <box>1115 1931 1199 1941</box>
visitor-figure <box>1007 1567 1048 1692</box>
college-row <box>1326 535 1534 552</box>
row-label: एनआरआई <box>1328 555 1366 566</box>
column-rule <box>487 1325 488 1796</box>
case-2-text: शाहजहानाबाद के मोहम्मद यूनुस के ससुर मो. परवेज को भी करीब 90 फीसदी तक ब्लॉकेज है, लेकिन उनका भी ऑपरेशन नहीं हो पा रहा था। हमीदिया में सामान नहीं मिला तो वे खुद बाजार से स्टेंट और अन्य जरूरी सामान खरीदकर लाए और एंजियोप्लास्टी कराई। ऐसी स्थिति हमीदिया अस्पताल के कार्डियक विभाग में आने वाले दो दर्जन से ज्यादा मरीजों की है, जिनका ऑपरेशन होना है, लेकिन स्टेंट उपलब्ध नहीं है। <box>688 490 883 585</box>
college-row <box>1326 287 1534 303</box>
what-body: एंजियोप्लास्टी सर्जिकल प्रक्रिया है, इसमें हृदय की मांसपेशियों तक ब्लड सप्लाई करने वाली रक्त वाहिकाओं को खोला जाता है। इन रक्त वाहिकाओं को कोरोनरी आर्टरीज भी कहते हैं। दिल का दौरा या स्ट्रोक के बाद इलाज के लिए डॉक्टर एंजियोप्लास्टी का ही सहारा लेते हैं। जेपी अस्पताल के अधीक्षक डॉ. राकेश श्रीवास्तव बताते हैं कि अगर ब्लॉकेज ज्यादा है, तो जितनी जल्दी हो सके एंजियोप्लास्टी कराना बेहतर होता है। देरी करना जानलेवा हो सकता है। <box>894 344 1098 439</box>
nhm-story <box>272 1325 481 1796</box>
bed-mobile: मो.नं. 9893231237 <box>272 980 344 989</box>
news-brief-title: न्यूज ब्रीफ <box>35 659 256 691</box>
shikshak-mobile: मो.नं. 9893231237 <box>272 1966 344 1975</box>
state-row <box>1326 624 1534 641</box>
row-value: 22 <box>1518 643 1531 655</box>
masthead-tagline: अखबारी वस्त्रों का आग्रह <box>41 20 98 28</box>
floor-item: • दूसरी मंजिल पर वित्त लेखा, स्थानीय लेखा व संपरीक्षा, जीएडी का ऑफिस। <box>1126 1023 1319 1047</box>
brief-body <box>35 1893 256 2149</box>
row-value: 69 <box>1518 438 1531 449</box>
whatsapp-sub: आप भी बन सकते हैं वॉट्सऐप रिपोर्टर <box>35 113 256 134</box>
colonies-headline: कोलार की डेढ़ दर्जन कॉलोनियों में आज 7 घंटे तक बिजली कटौती <box>35 392 228 428</box>
ugpg-byline-wrap <box>1115 1930 1313 1952</box>
whatsapp-icon <box>76 151 250 366</box>
college-name: 1. गांधी मेडिकल कॉलेज <box>1326 269 1534 287</box>
college-table <box>1326 535 1534 568</box>
pvt-title: निजी अस्पतालों में महंगी पड़ती है एंजियोप्लास्टी : <box>894 569 1066 579</box>
row-label: कुल सीट <box>1328 538 1358 549</box>
nigam-headline: निगम मुख्यालय की नई बिल्डिंग का सिटिंग प्लान तैयार, फर्स्ट फ्लोर पर बैठेंगी महापौर <box>907 848 1524 917</box>
shikshak-headline: कहीं गायब शिक्षक को दे दिया वरिष्ठता का प्रभार, तो कहीं चहेतों को उपकृत करने 10 दिन में ही छीना प्रभार <box>272 1838 1048 1918</box>
cse-story <box>1115 1331 1534 1796</box>
stats-table <box>673 349 883 455</box>
ugpg-headline: यूजी-पीजी में प्रवेश के लिए चौथा एक्स्ट्रा सीएलसी राउंड चलेगा <box>1115 1810 1506 1877</box>
quote-wrap <box>952 717 1098 787</box>
cost-marker <box>673 427 679 435</box>
brief-item <box>35 1266 256 1550</box>
masthead-logo[interactable]: पीपुल्स समाचार <box>41 32 192 62</box>
row-value: 24 <box>1518 504 1531 516</box>
brief-item <box>35 991 256 1256</box>
floor-item: • तीसरी मंजिल पर स्वास्थ्य, पेंशन, राजस्व विभाग सहित ऑडिटोरियम और नेता प्रतिपक्ष का कक्ष होगा। <box>1126 1050 1319 1075</box>
neet-byline: पीपुल्स संवाददाता • भोपाल <box>1115 251 1199 260</box>
row-label: ओपन (पीडब्ल्यूडी) <box>1328 322 1391 333</box>
nigam-list-right <box>1330 982 1534 1107</box>
graphic-title: सरकारी और निजी अस्पताल में स्टेंट का खर्च <box>487 326 883 348</box>
row-value: 11 <box>1518 594 1531 606</box>
case-1-tag: केस -1 <box>487 489 540 510</box>
row-value: 78 <box>1518 305 1531 317</box>
brief-headline: मतदाता सूची में नाम जोड़ने, हटाने और संशोधन के लिए लगेंगे शिविर <box>35 697 242 731</box>
brief-body <box>35 1306 256 1550</box>
case-1-body <box>487 489 682 632</box>
brief-headline: स्तनपान सप्ताह कल से, अस्पतालों में एक घंटे का कॉउंसलिंग ऑवर <box>35 991 248 1024</box>
neet-body: प्रदेश में 19 सरकारी और निजी मेडिकल कॉलेजों में एमडी, एमएस पाठ्यक्रम कराया जाता है। इस साल की मेडिकल पीजी की सीटों की संख्या बढ़कर 1,456 हो गई है। यानी हर साल इतने विशेषज्ञ डॉक्टर तैयार होंगे। दरअसल, प्रदेश में नीट पीजी काउंसलिंग का पहला चरण शुरू हो गया है। चिकित्सा शिक्षा विभाग द्वारा रविवार को सीट चार्ट जारी किया गया। इसके लिए अब तक तीन हजार के आसपास स्टूडेंट्स आवेदन कर चुके हैं। रजिस्ट्रेशन की अंतिम तिथि 2 अगस्त है। बीते साल प्रदेश में 17 मेडिकल कॉलेजों में पीजी पाठ्यक्रम की सुविधा थी। वर्तमान में प्रदेश में 11 सरकारी और 8 निजी मेडिकल कॉलेजों में पीजी कोर्स की सुविधा है। आपत्ति के बाद बदल सकता है सीट चार्ट: चिकित्सा शिक्षा संचालनालय के अधिकारियों ने बताया कि अभी सीटों का जो ब्योरा जारी किया गया है, इस पर कैंडिडेट द्वारा दावे और आपत्तियां बुलाई जा रही हैं। यदि कहीं कोई गलती हुई होगी और सही पाई जाती है, तो सीट चार्ट में सुधार आने वाला पर किया जाएगा। इसलिए सीटों की संख्या में बदलाव हो सकता है। इधर, 1 अगस्त को फाइनल सीट चार्ट जारी करने की सूचना सभी अभ्यर्थियों को दी जा चुकी है। <box>1115 277 1313 505</box>
section-rule <box>272 837 1535 838</box>
colonies-list: सुबह 10 से शाम 5 बजे तक: सागर कुंज, पत्रकार प्लाजा, जेएसएम टॉवर, बीमा कुंज, क्वालिटी होम्स, बंजारी ए सेक्टर, यूनियन बैंक, खादिम बीमा, गुरुकृपा टॉवर्स, अल्टीमेट आर्केड, आशीर्वाद कॉलोनी, बंजारी बीमा, सागर एनक्लेव, फाइन फ्लैट्स, हरे कृष्णा होम्स एवं आसपास के क्षेत्र में बिजली सप्लाई प्रभावित रहेगी। <box>35 563 256 651</box>
shikshak-sub <box>888 1953 1098 2197</box>
nigam-box-title: नई बिल्डिंग में इस तरह रहेगी बैठक व्यवस्था <box>1232 963 1417 977</box>
brief-item <box>35 1853 256 2149</box>
floor-item: • आठवीं मंजिल पर होर्डिंग, पार्किंग, केंद्रीय भंडार शाखा, अतिक्रमण, चुनाव शाखा का ऑफिस होगा। <box>1340 1066 1534 1091</box>
row-label: ओपन (पीडब्ल्यूडी) <box>1328 644 1391 655</box>
row-value: 09 <box>1518 676 1531 687</box>
pvt-text: हमीदिया अस्पताल में आयुष्मान मरीजों के लिए एंजियोप्लास्टी निःशुल्क है, लेकिन सामान्य मरीजों के लिए स्टेंट 72 हजार रुपए का होता है। निजी अस्पताल में एंजियोप्लास्टी का पैकेज 1.80 लाख से लेकर ढाई लाख तक होता है। <box>894 569 1098 628</box>
section-title-text: अपना भोपाल <box>703 28 871 67</box>
stat-value: 80 से 100 <box>673 351 723 363</box>
whatsapp-number[interactable]: 9644464460 <box>131 343 201 355</box>
